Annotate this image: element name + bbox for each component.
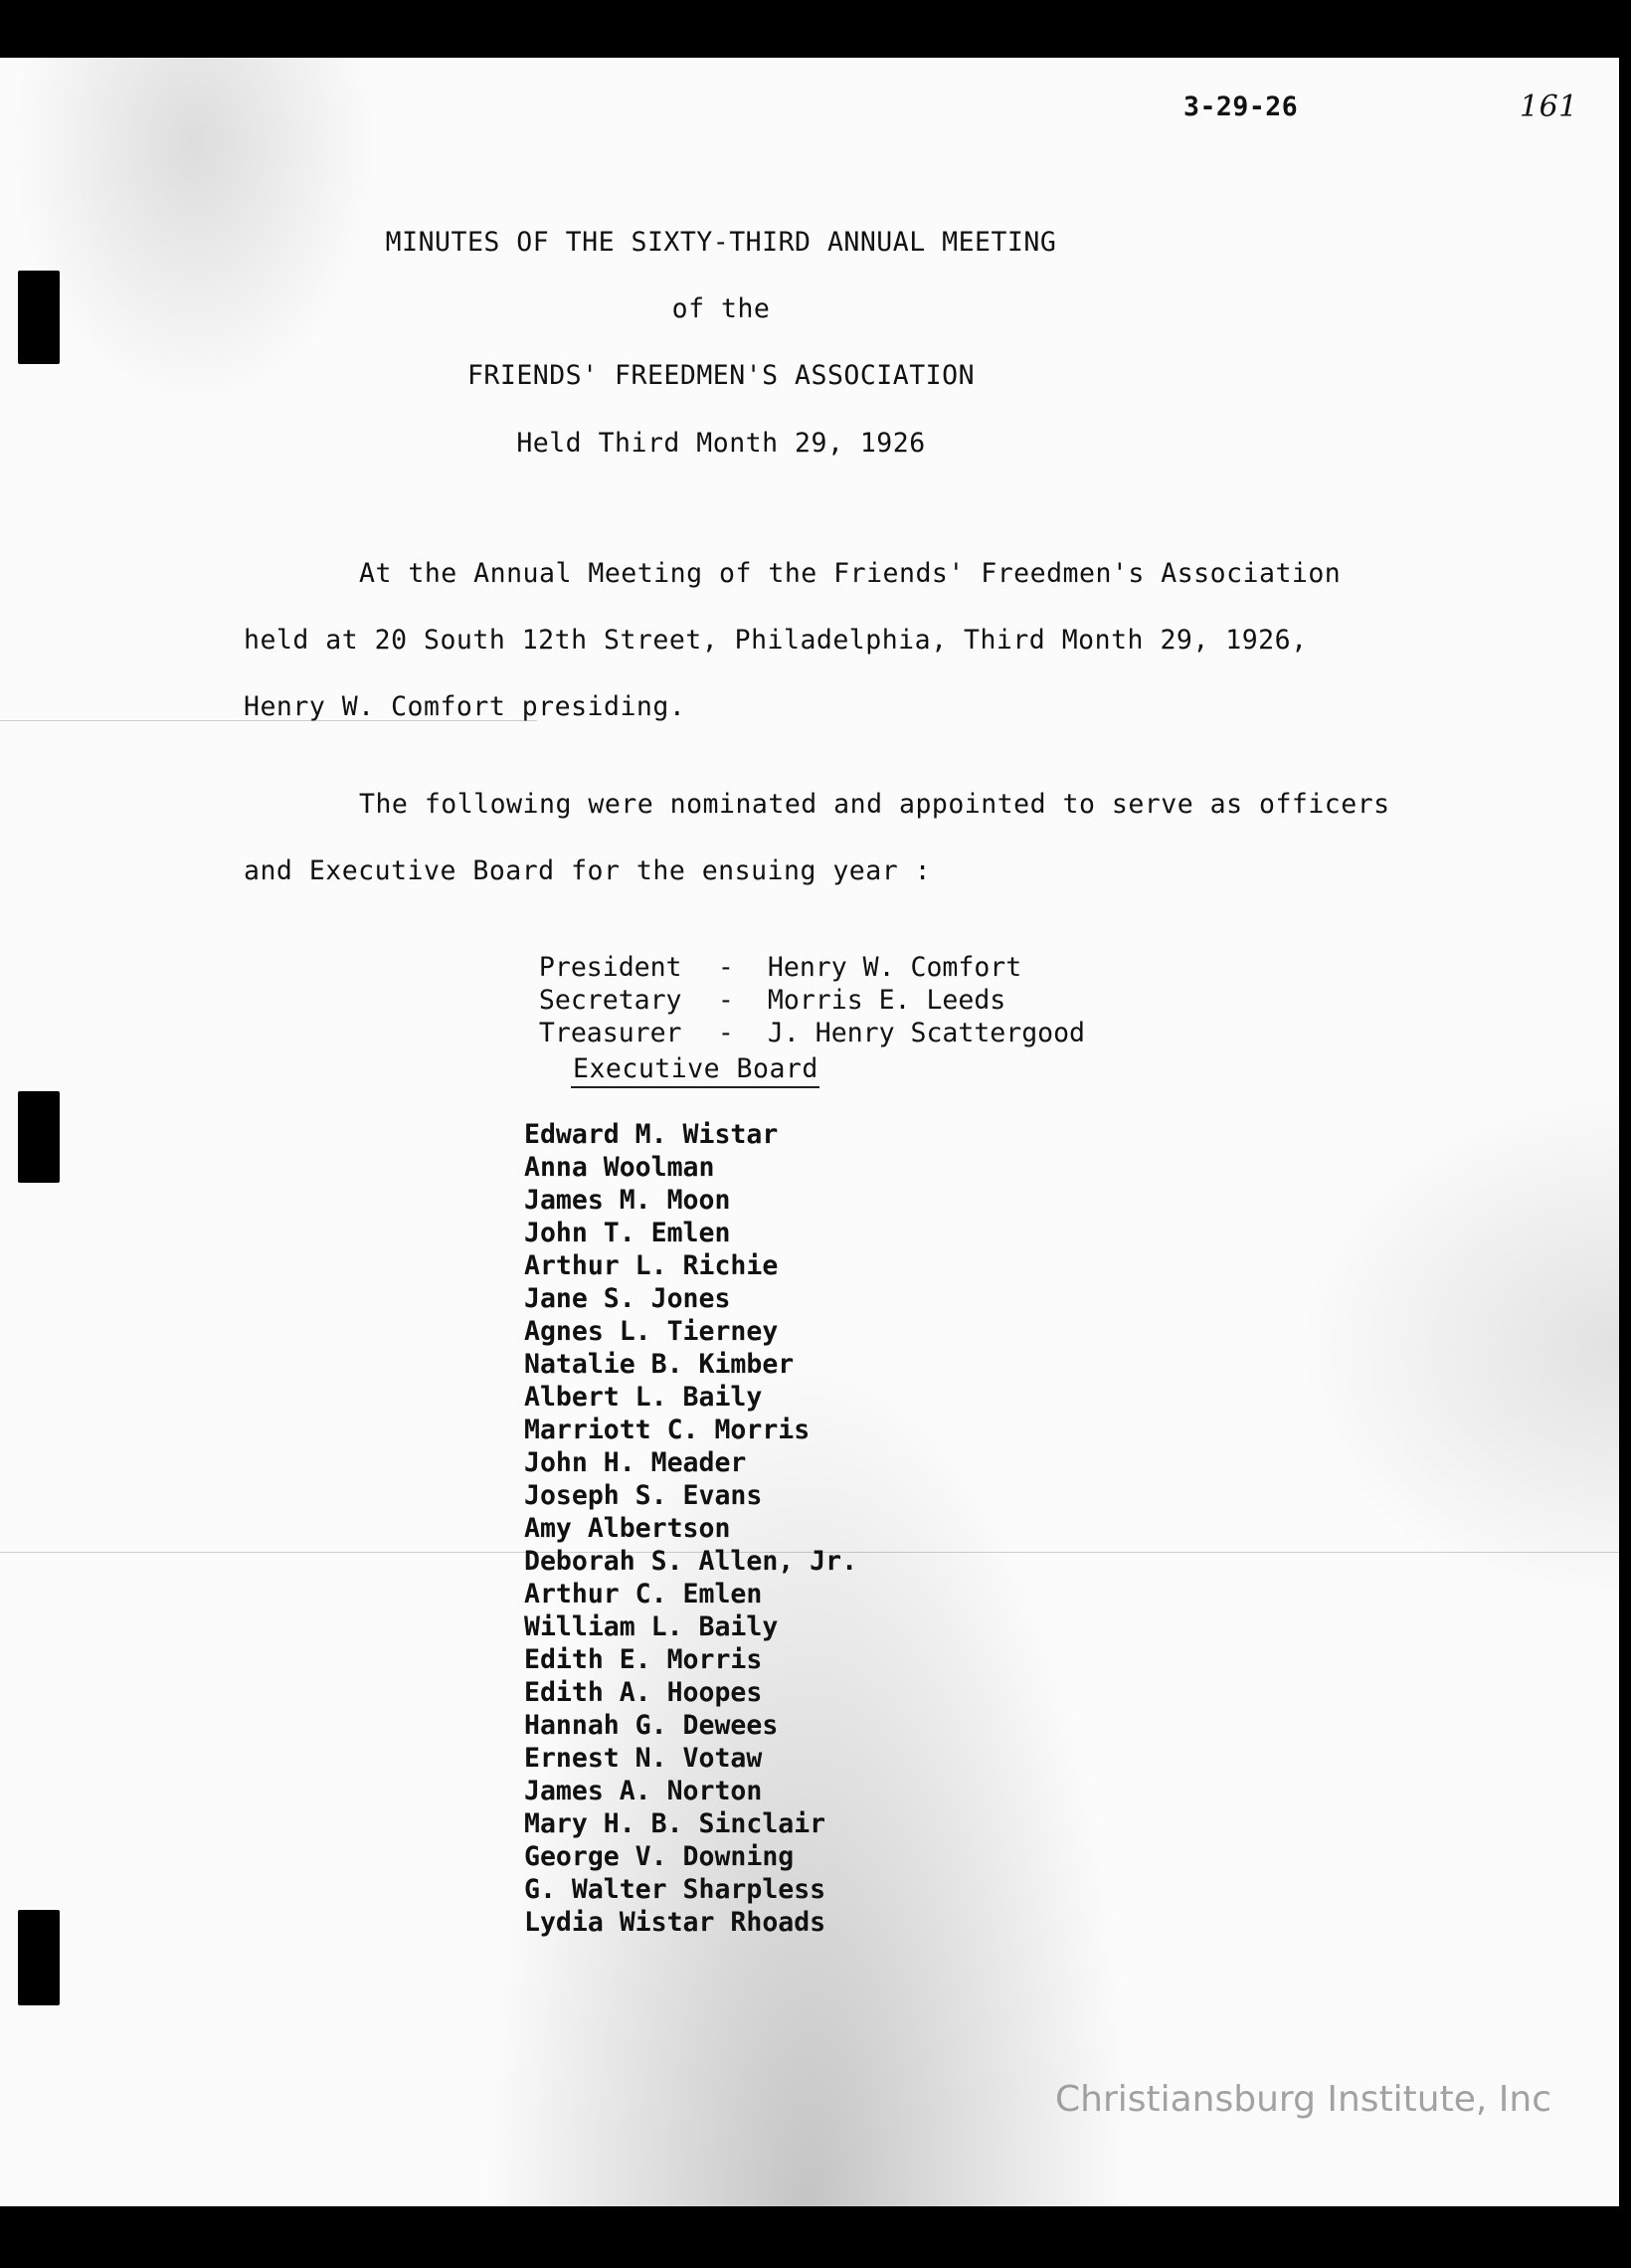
board-member: G. Walter Sharpless [524, 1874, 826, 1905]
executive-board-list [524, 1118, 857, 1939]
officer-title: President [538, 952, 682, 983]
board-member: Deborah S. Allen, Jr. [524, 1546, 858, 1577]
board-member: Joseph S. Evans [524, 1480, 763, 1511]
officer-dash: - [717, 985, 734, 1016]
board-member: John T. Emlen [524, 1218, 731, 1248]
paragraph2-line1: The following were nominated and appointed to serve as officers [359, 789, 1390, 820]
meeting-date: Held Third Month 29, 1926 [516, 428, 926, 459]
paragraph2-line2: and Executive Board for the ensuing year : [244, 855, 932, 886]
board-member: Edith E. Morris [524, 1644, 763, 1675]
binder-mark-bottom [18, 1910, 60, 2005]
document-title: MINUTES OF THE SIXTY-THIRD ANNUAL MEETING [385, 227, 1057, 258]
board-member: Edward M. Wistar [524, 1119, 779, 1150]
paragraph1-line1: At the Annual Meeting of the Friends' Freedmen's Association [359, 558, 1342, 589]
officer-title: Secretary [538, 985, 682, 1016]
binder-mark-middle [18, 1091, 60, 1183]
board-member: George V. Downing [524, 1841, 795, 1872]
board-member: Arthur L. Richie [524, 1250, 779, 1281]
title-of-the: of the [671, 293, 771, 324]
board-member: Lydia Wistar Rhoads [524, 1907, 826, 1938]
board-member: Natalie B. Kimber [524, 1349, 795, 1380]
officer-name: Morris E. Leeds [767, 985, 1006, 1016]
board-member: Jane S. Jones [524, 1283, 731, 1314]
page-number: 161 [1520, 90, 1578, 124]
board-member: Anna Woolman [524, 1152, 715, 1183]
board-member: Marriott C. Morris [524, 1415, 811, 1445]
officer-dash: - [717, 1018, 734, 1048]
paragraph1-line2: held at 20 South 12th Street, Philadelphia, Third Month 29, 1926, [244, 625, 1308, 656]
organization-name: FRIENDS' FREEDMEN'S ASSOCIATION [466, 360, 976, 391]
board-member: Mary H. B. Sinclair [524, 1808, 826, 1839]
board-member: William L. Baily [524, 1611, 779, 1642]
watermark: Christiansburg Institute, Inc [1054, 2079, 1551, 2120]
date-stamp: 3-29-26 [1183, 92, 1299, 122]
board-member: Albert L. Baily [524, 1382, 763, 1413]
officer-name: Henry W. Comfort [767, 952, 1022, 983]
board-member: Edith A. Hoopes [524, 1677, 763, 1708]
board-member: Amy Albertson [524, 1513, 731, 1544]
officer-title: Treasurer [538, 1018, 682, 1048]
board-member: Ernest N. Votaw [524, 1743, 763, 1774]
officer-dash: - [717, 952, 734, 983]
board-member: Agnes L. Tierney [524, 1316, 779, 1347]
board-member: John H. Meader [524, 1447, 747, 1478]
officer-treasurer [507, 987, 1085, 1048]
board-member: James A. Norton [524, 1776, 763, 1806]
paragraph1-line3: Henry W. Comfort presiding. [244, 691, 686, 722]
board-member: James M. Moon [524, 1185, 731, 1216]
board-member: Arthur C. Emlen [524, 1579, 763, 1609]
officer-name: J. Henry Scattergood [767, 1018, 1086, 1048]
board-member: Hannah G. Dewees [524, 1710, 779, 1741]
heading-underline [571, 1086, 819, 1088]
executive-board-heading: Executive Board [573, 1053, 818, 1084]
